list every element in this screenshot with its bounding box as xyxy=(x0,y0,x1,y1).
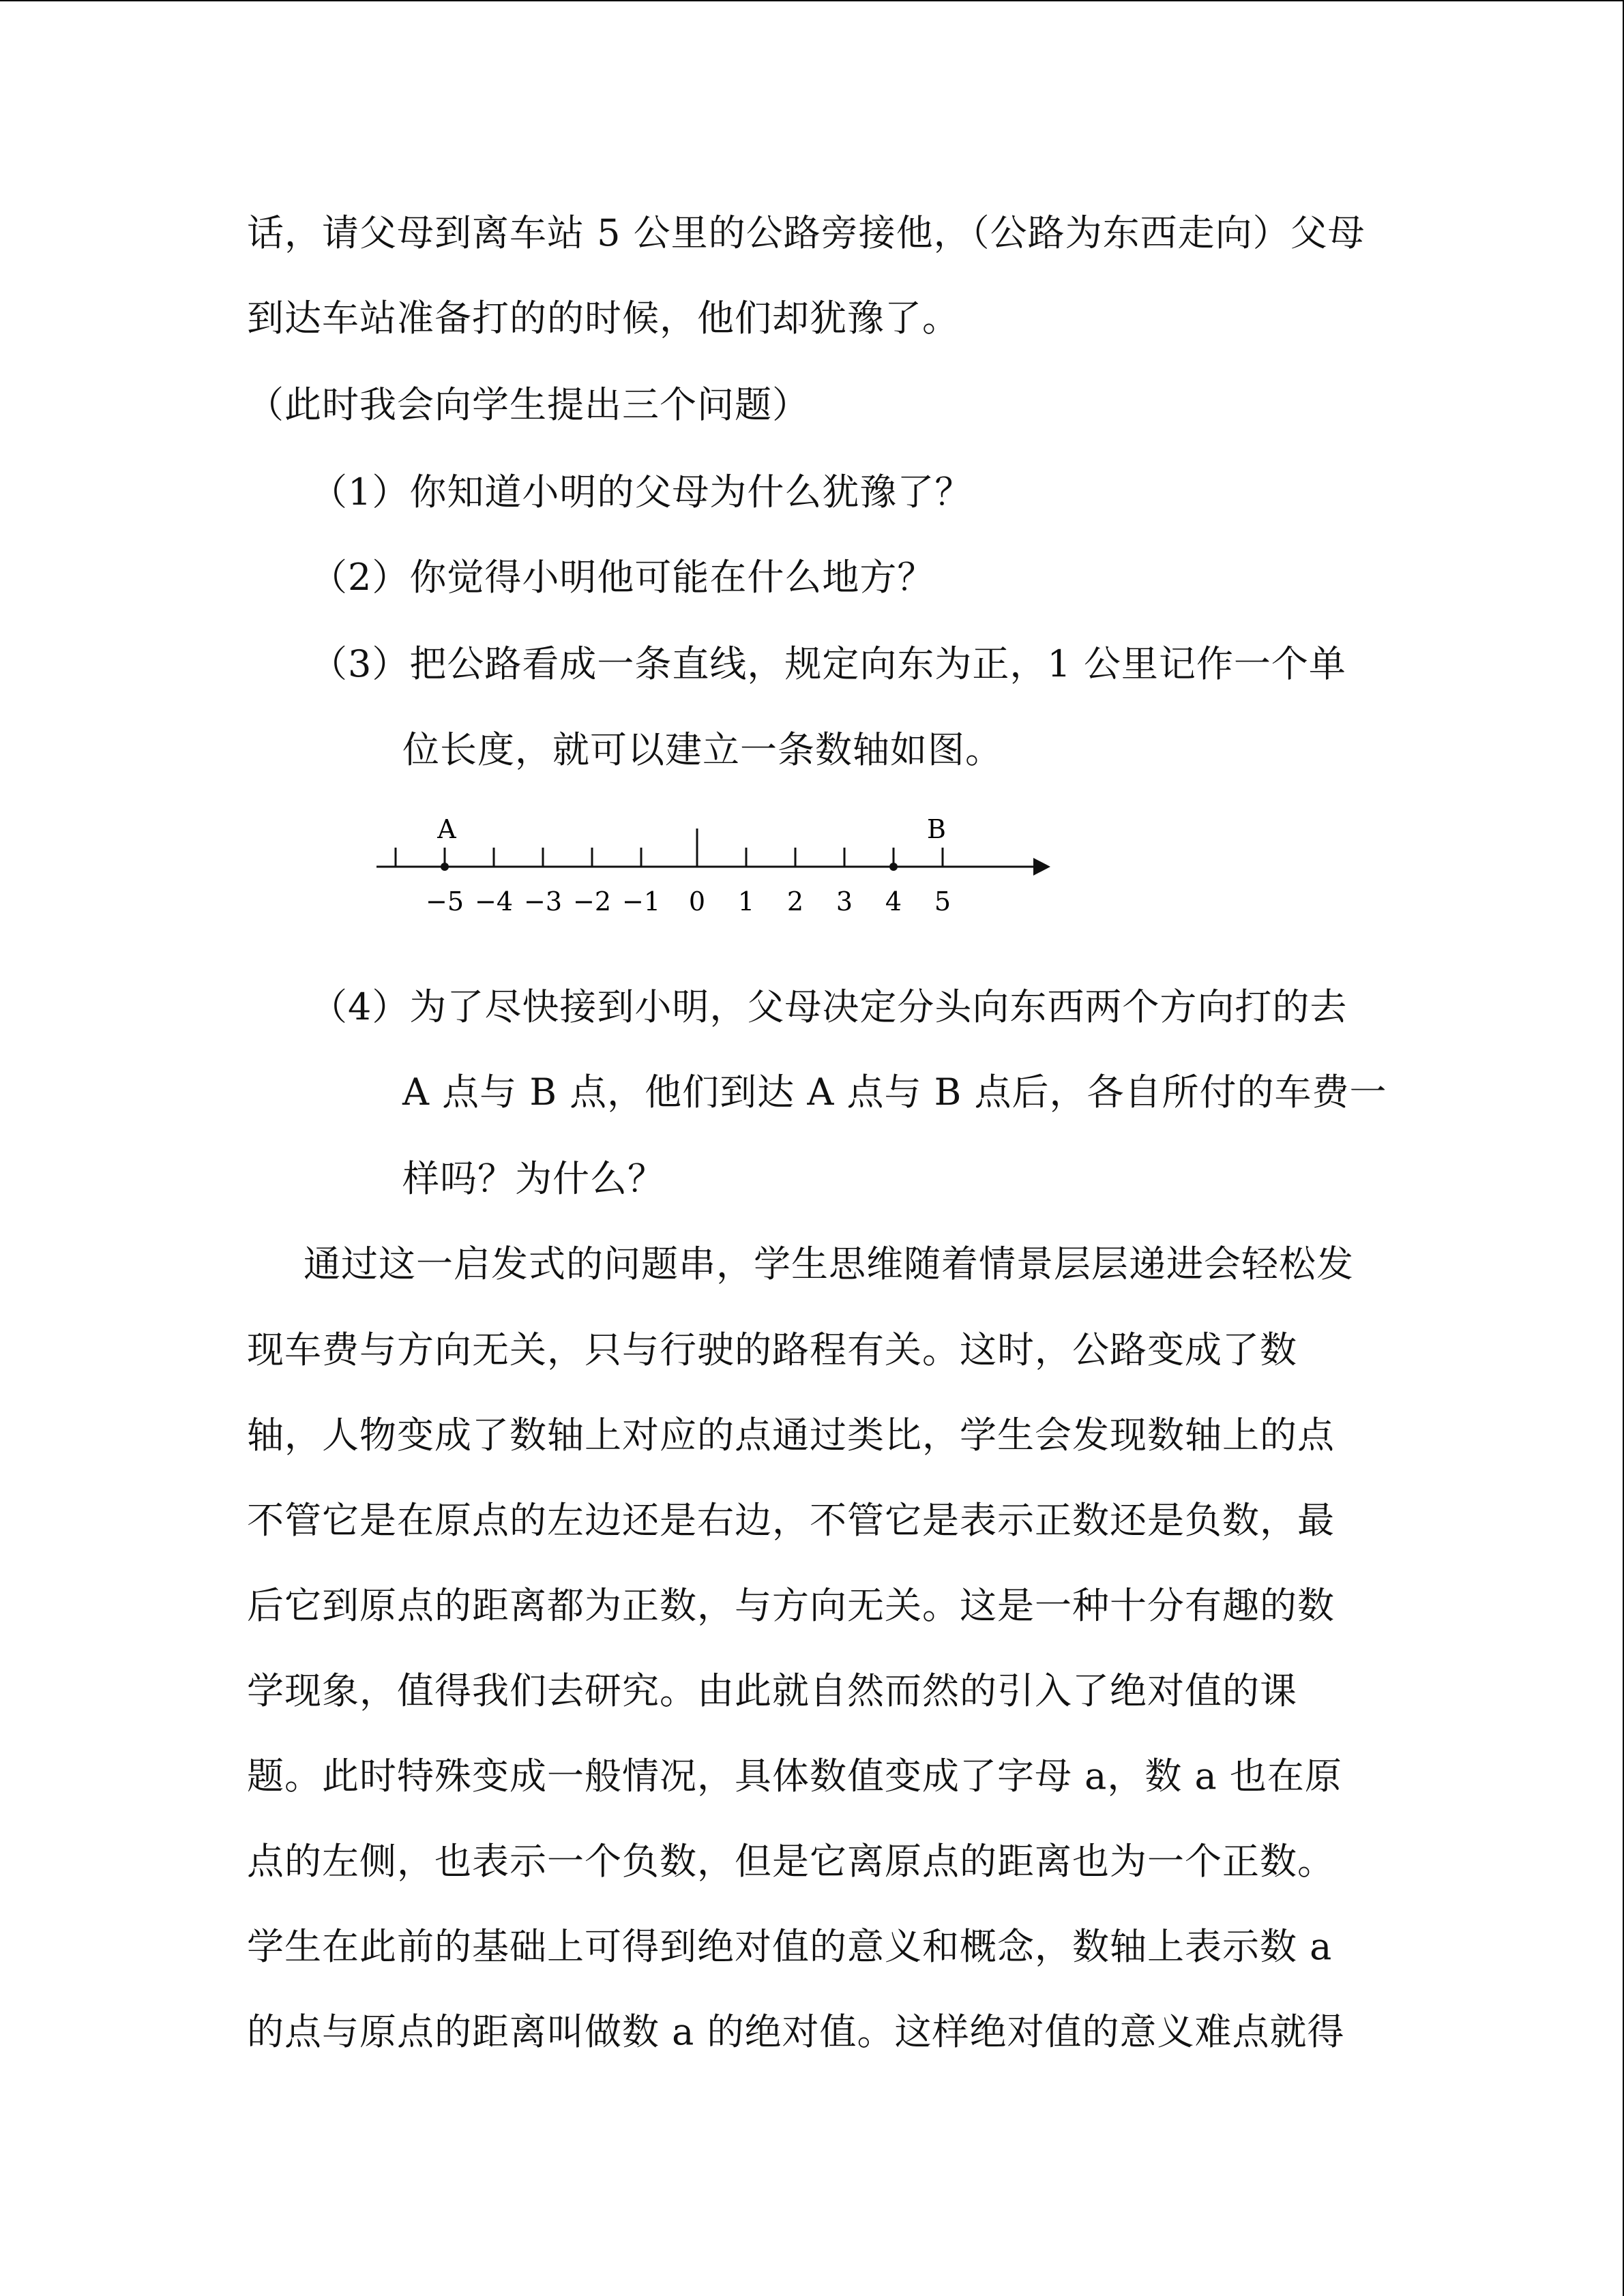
question-4-cont-1: A 点与 B 点，他们到达 A 点与 B 点后，各自所付的车费一 xyxy=(402,1071,1387,1114)
question-3: （3）把公路看成一条直线，规定向东为正，1 公里记作一个单 xyxy=(310,642,1346,685)
point-b-dot xyxy=(889,863,898,871)
text-line-2: 到达车站准备打的的时候，他们却犹豫了。 xyxy=(247,297,960,340)
paragraph-line-6: 学现象，值得我们去研究。由此就自然而然的引入了绝对值的课 xyxy=(247,1669,1297,1712)
text-line-3: （此时我会向学生提出三个问题） xyxy=(247,383,810,426)
axis-ticks xyxy=(396,829,943,867)
tick-label: 1 xyxy=(737,886,755,916)
tick-label: −4 xyxy=(474,886,514,916)
question-1: （1）你知道小明的父母为什么犹豫了？ xyxy=(310,471,973,513)
paragraph-line-5: 后它到原点的距离都为正数，与方向无关。这是一种十分有趣的数 xyxy=(247,1584,1335,1627)
paragraph-line-1: 通过这一启发式的问题串，学生思维随着情景层层递进会轻松发 xyxy=(304,1242,1354,1285)
axis-tick-labels xyxy=(426,886,951,916)
question-4: （4）为了尽快接到小明，父母决定分头向东西两个方向打的去 xyxy=(310,985,1348,1028)
paragraph-line-3: 轴，人物变成了数轴上对应的点通过类比，学生会发现数轴上的点 xyxy=(247,1414,1335,1457)
tick-label: −3 xyxy=(523,886,563,916)
paragraph-line-10: 的点与原点的距离叫做数 a 的绝对值。这样绝对值的意义难点就得 xyxy=(247,2010,1345,2053)
paragraph-line-9: 学生在此前的基础上可得到绝对值的意义和概念，数轴上表示数 a xyxy=(247,1925,1333,1968)
question-3-cont: 位长度，就可以建立一条数轴如图。 xyxy=(402,728,1003,771)
paragraph-line-2: 现车费与方向无关，只与行驶的路程有关。这时，公路变成了数 xyxy=(247,1328,1297,1371)
number-line-figure xyxy=(368,808,1050,924)
paragraph-line-8: 点的左侧，也表示一个负数，但是它离原点的距离也为一个正数。 xyxy=(247,1840,1335,1883)
tick-label: 4 xyxy=(885,886,902,916)
tick-label: −1 xyxy=(621,886,661,916)
question-2: （2）你觉得小明他可能在什么地方？ xyxy=(310,556,935,599)
tick-label: −2 xyxy=(572,886,612,916)
tick-label: 0 xyxy=(688,886,706,916)
tick-label: 3 xyxy=(836,886,853,916)
point-a-dot xyxy=(441,863,449,871)
question-4-cont-2: 样吗？为什么？ xyxy=(402,1157,665,1200)
paragraph-line-7: 题。此时特殊变成一般情况，具体数值变成了字母 a，数 a 也在原 xyxy=(247,1755,1342,1798)
tick-label: −5 xyxy=(425,886,464,916)
tick-label: 5 xyxy=(934,886,951,916)
text-line-1: 话，请父母到离车站 5 公里的公路旁接他，（公路为东西走向）父母 xyxy=(247,211,1365,254)
paragraph-line-4: 不管它是在原点的左边还是右边，不管它是表示正数还是负数，最 xyxy=(247,1499,1335,1542)
axis-arrow xyxy=(1033,858,1050,876)
point-b-label: B xyxy=(927,814,946,844)
tick-label: 2 xyxy=(786,886,804,916)
point-a-label: A xyxy=(437,814,456,844)
